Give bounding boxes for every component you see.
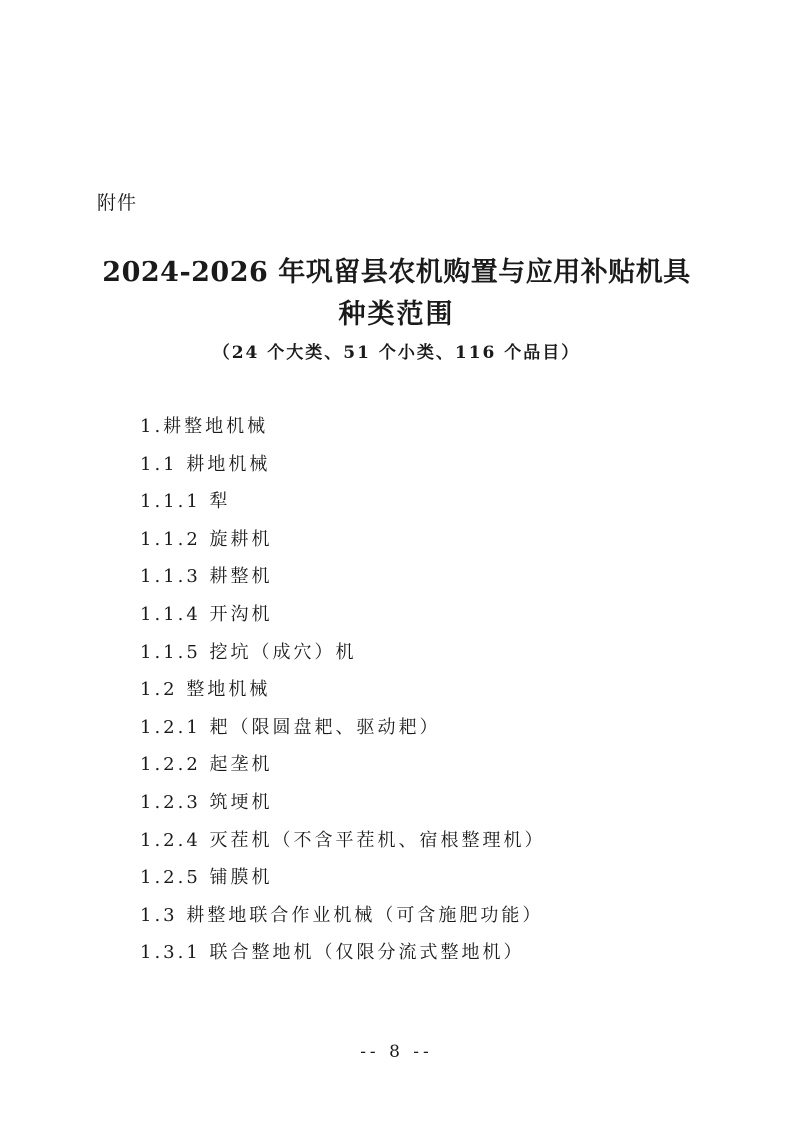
document-subtitle: （24 个大类、51 个小类、116 个品目） [212,343,581,363]
category-item: 1.1.2 旋耕机 [140,528,273,550]
document-title-line-1: 2024-2026 年巩留县农机购置与应用补贴机具 [102,257,691,288]
attachment-label: 附件 [97,192,138,214]
category-item: 1.2 整地机械 [140,679,271,701]
document-title-line-2: 种类范围 [338,299,455,330]
category-item: 1.2.3 筑埂机 [140,791,273,813]
category-item: 1.耕整地机械 [140,416,269,437]
category-item: 1.1.3 耕整机 [140,566,273,588]
category-list [140,408,546,972]
category-item: 1.1.1 犁 [140,491,231,513]
category-item: 1.3 耕整地联合作业机械（可含施肥功能） [140,904,544,926]
page-number: -- 8 -- [360,1042,433,1062]
category-item: 1.1.5 挖坑（成穴）机 [140,641,357,663]
category-item: 1.2.1 耙（限圆盘耙、驱动耙） [140,716,441,738]
category-item: 1.1 耕地机械 [140,453,271,475]
category-item: 1.2.5 铺膜机 [140,867,273,889]
category-item: 1.2.2 起垄机 [140,754,273,776]
category-item: 1.3.1 联合整地机（仅限分流式整地机） [140,942,525,964]
category-item: 1.1.4 开沟机 [140,603,273,625]
category-item: 1.2.4 灭茬机（不含平茬机、宿根整理机） [140,829,546,851]
